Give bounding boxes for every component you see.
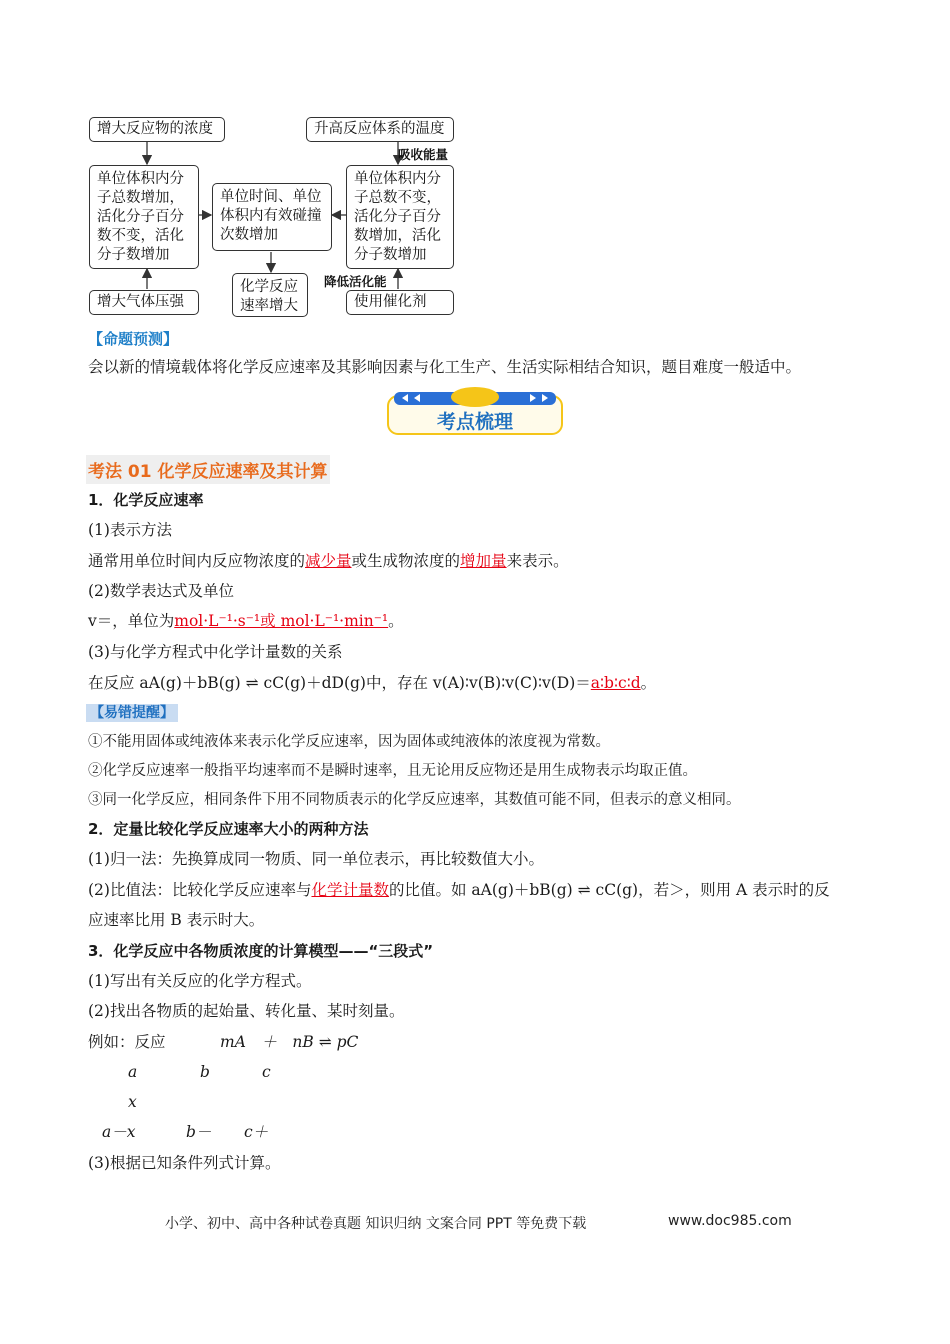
s1-red-unit: mol·L⁻¹·s⁻¹或 mol·L⁻¹·min⁻¹ [174,612,389,630]
prediction-heading: 【命题预测】 [88,330,179,348]
label-lower-activation-energy: 降低活化能 [324,274,387,289]
s1-p3-end: 。 [640,674,657,692]
s1-red-increase: 增加量 [460,552,507,570]
tip-1: ①不能用固体或纯液体来表示化学反应速率，因为固体或纯液体的浓度视为常数。 [88,734,610,750]
tips-badge [86,702,178,722]
s3-title: 3．化学反应中各物质浓度的计算模型——“三段式” [88,942,434,960]
s1-p2-text [88,610,404,632]
prediction-text: 会以新的情境载体将化学反应速率及其影响因素与化工生产、生活实际相结合知识，题目难度一般适中。 [88,358,802,376]
box-increase-concentration: 增大反应物的浓度 [89,117,225,142]
s1-title: 1．化学反应速率 [88,491,204,509]
s1-p1-text-a: 通常用单位时间内反应物浓度的 [88,552,306,570]
s3-row2-x: x [128,1093,137,1111]
s3-row1-a: a [128,1063,138,1081]
box-left-effect: 单位体积内分子总数增加，活化分子百分数不变，活化分子数增加 [89,165,199,269]
s1-p2: (2)数学表达式及单位 [88,582,234,600]
s2-title: 2．定量比较化学反应速率大小的两种方法 [88,820,369,838]
s1-p1-text-b: 或生成物浓度的 [351,552,461,570]
s1-red-ratio: a∶b∶c∶d [590,674,641,692]
s3-row3-a: a－x [102,1123,136,1141]
footer-url[interactable]: www.doc985.com [668,1213,792,1229]
s1-red-decrease: 减少量 [305,552,352,570]
s2-red-coefficient: 化学计量数 [311,881,389,899]
s2-p1: (1)归一法：先换算成同一物质、同一单位表示，再比较数值大小。 [88,850,544,868]
method-heading: 考法 01 化学反应速率及其计算 [86,455,330,484]
box-effective-collisions: 单位时间、单位体积内有效碰撞次数增加 [212,183,332,251]
footer-text: 小学、初中、高中各种试卷真题 知识归纳 文案合同 PPT 等免费下载 [165,1216,587,1232]
s3-row3-c: c＋ [244,1123,269,1141]
s1-p2-text-b: 。 [388,612,404,630]
s2-p2 [88,879,830,901]
s1-p2-text-a: v＝，单位为 [88,612,175,630]
tip-3: ③同一化学反应，相同条件下用不同物质表示的化学反应速率，其数值可能不同，但表示的意义相同。 [88,792,741,808]
s3-row3-b: b－ [186,1123,212,1141]
s3-p2: (2)找出各物质的起始量、转化量、某时刻量。 [88,1002,405,1020]
banner-title: 考点梳理 [436,411,513,433]
s3-row1-c: c [262,1063,271,1081]
tip-2: ②化学反应速率一般指平均速率而不是瞬时速率，且无论用反应物还是用生成物表示均取正值。 [88,763,697,779]
s1-p1-text [88,550,569,572]
s2-p2-a: (2)比值法：比较化学反应速率与 [88,881,312,899]
s2-p2-cont: 应速率比用 B 表示时大。 [88,911,265,929]
s3-p1: (1)写出有关反应的化学方程式。 [88,972,312,990]
s2-p2-b: 的比值。如 aA(g)＋bB(g) ⇌ cC(g)，若＞，则用 A 表示时的反 [388,881,830,899]
tips-badge-text: 【易错提醒】 [86,704,178,722]
s3-example-equation: mA ＋ nB ⇌ pC [220,1033,359,1051]
s3-example-label: 例如：反应 [88,1033,166,1051]
box-use-catalyst: 使用催化剂 [346,290,454,315]
box-raise-temperature: 升高反应体系的温度 [306,117,454,142]
box-increase-pressure: 增大气体压强 [89,290,199,315]
s3-row1-b: b [200,1063,210,1081]
s3-p3: (3)根据已知条件列式计算。 [88,1154,281,1172]
s1-p3-text [88,672,656,694]
box-right-effect: 单位体积内分子总数不变，活化分子百分数增加，活化分子数增加 [346,165,454,269]
s1-p1-text-c: 来表示。 [506,552,569,570]
box-rate-increase: 化学反应速率增大 [232,273,308,317]
s1-p3: (3)与化学方程式中化学计量数的关系 [88,643,343,661]
s1-p1: (1)表示方法 [88,521,172,539]
label-absorb-energy: 吸收能量 [398,147,449,162]
s1-p3-eq: 在反应 aA(g)＋bB(g) ⇌ cC(g)＋dD(g)中，存在 v(A)∶v(B)∶v(C)∶v(D)＝ [88,674,591,692]
